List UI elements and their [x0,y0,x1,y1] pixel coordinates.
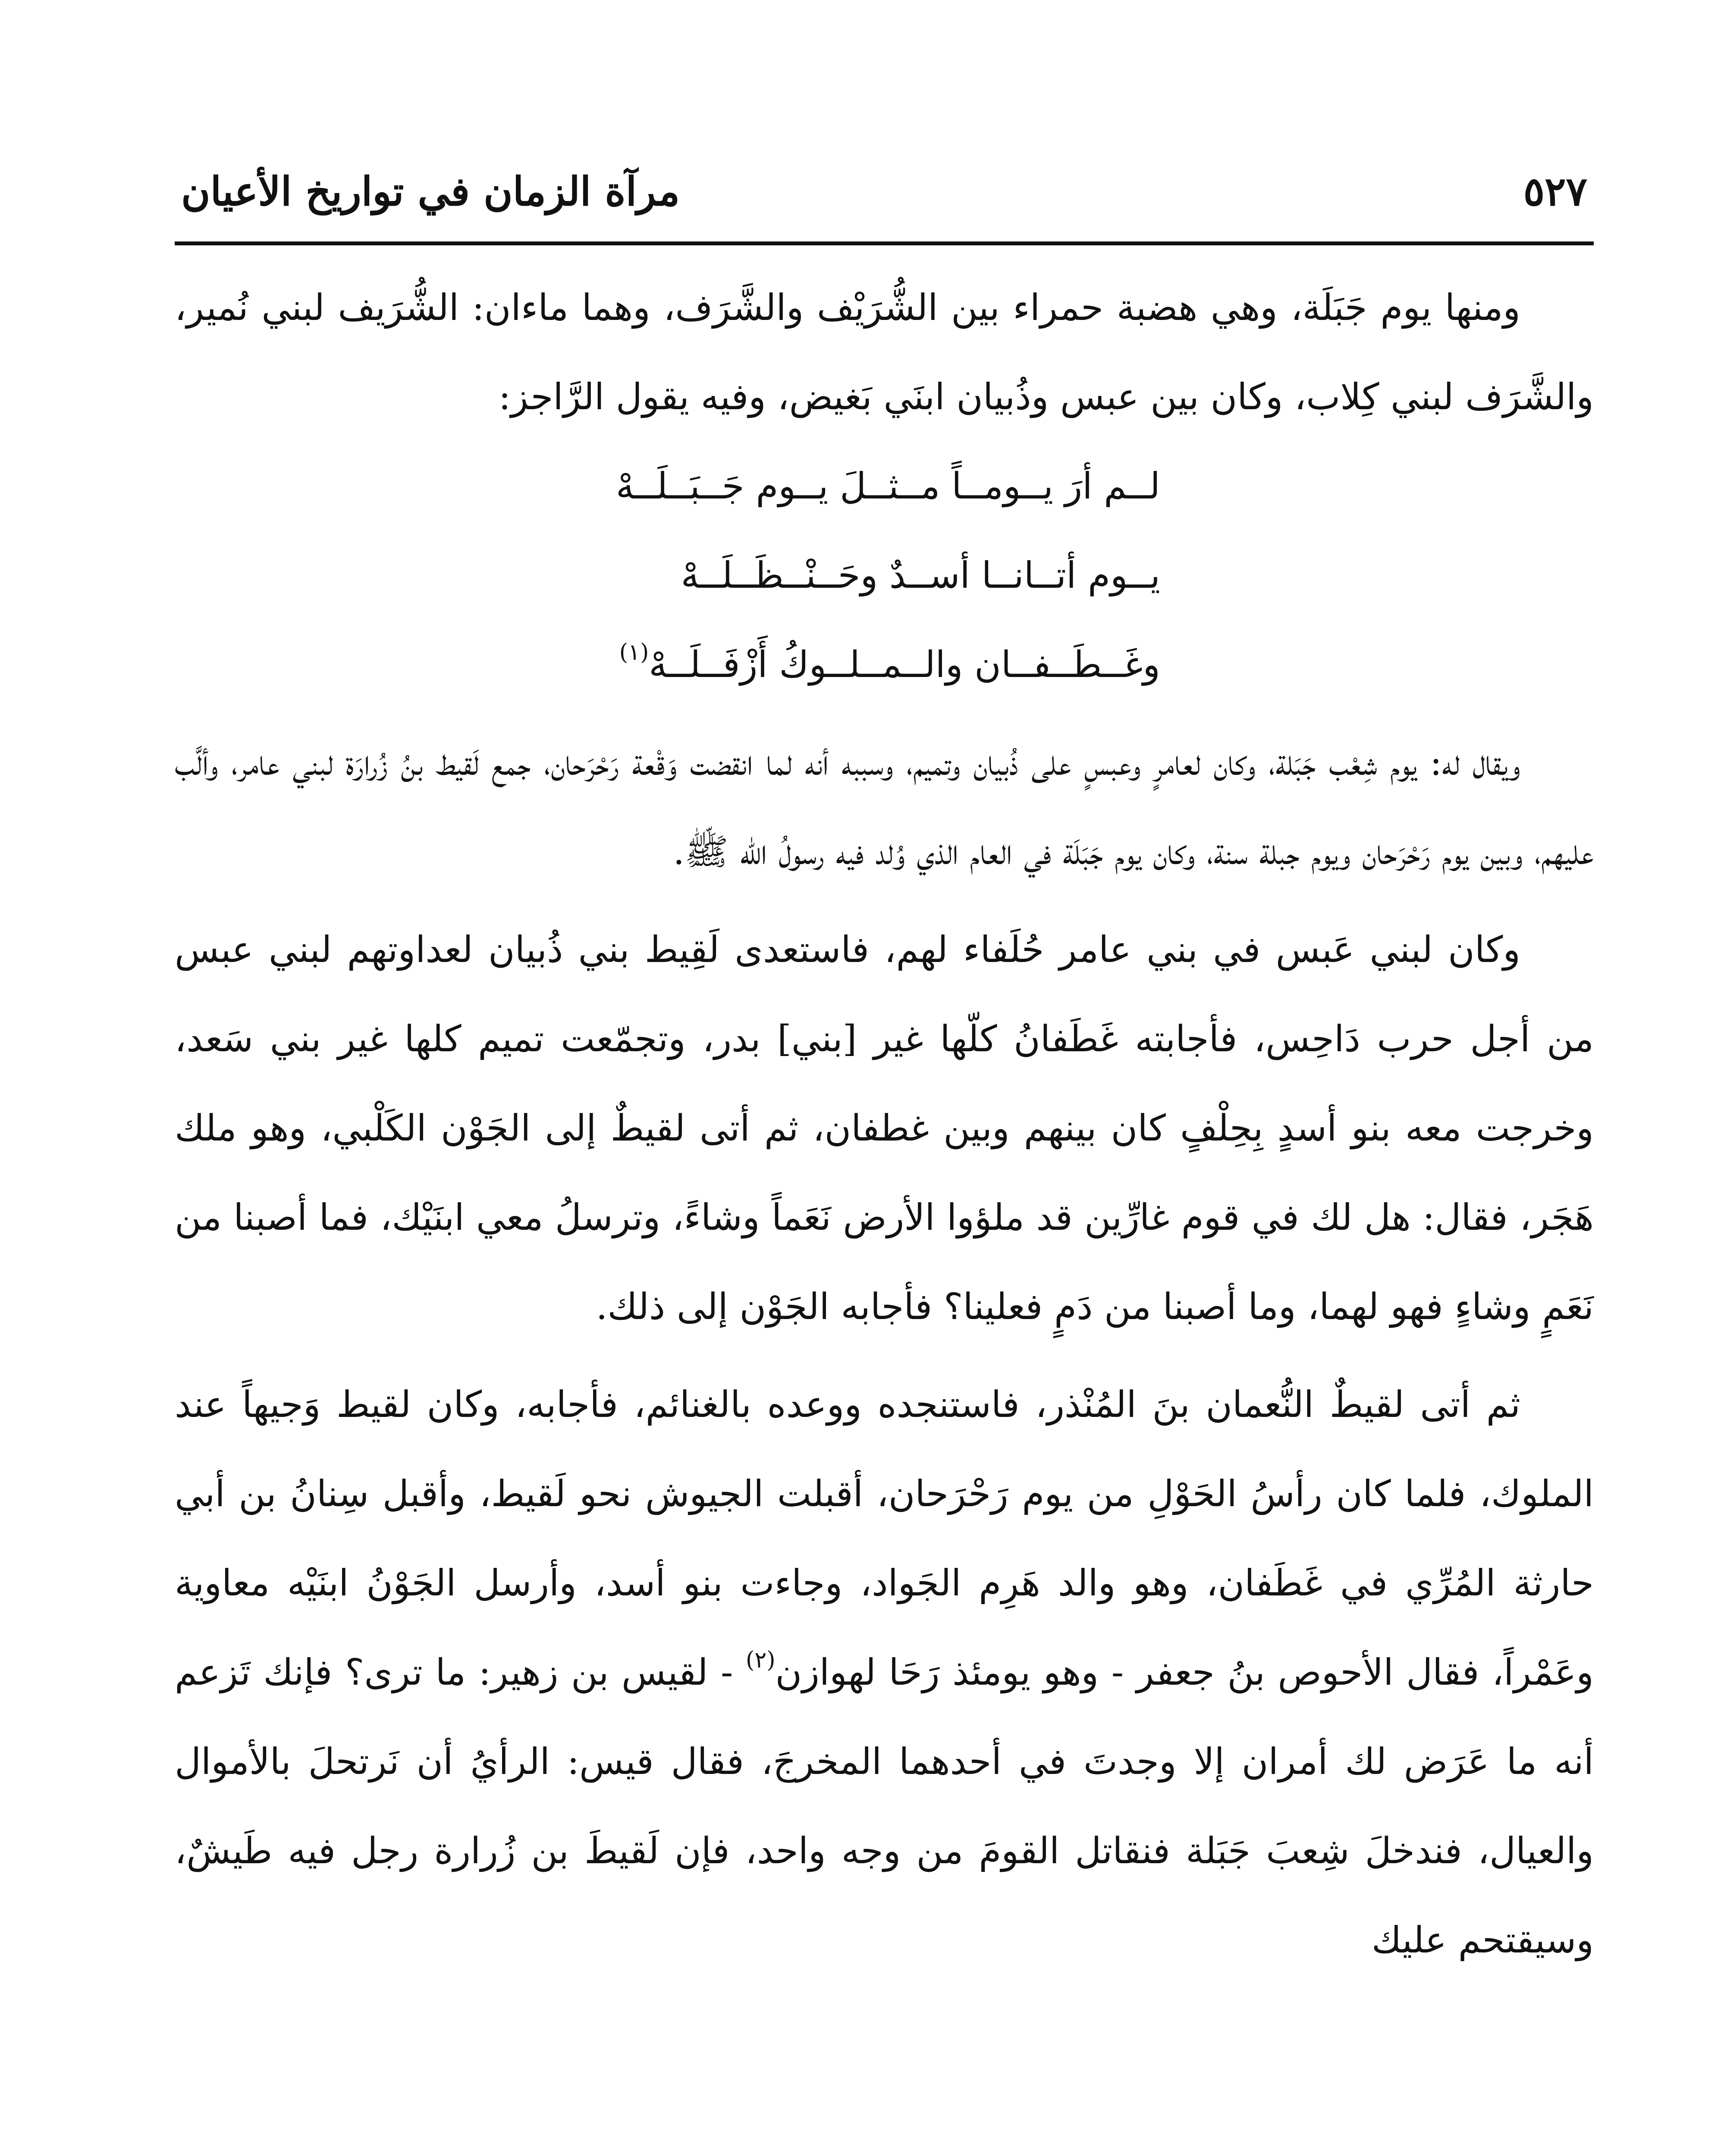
verse-text: لــم أرَ يــومــاً مــثــلَ يــوم جَــبَــلَــهْ [615,465,1160,507]
page-header [181,160,1587,224]
verse-text: وغَــطَــفــان والــمــلــوكُ أَزْفَــلَــهْ [649,643,1160,686]
paragraph-text: - لقيس بن زهير: ما ترى؟ فإنك تَزعم أنه ما عَرَض لك أمران إلا وجدتَ في أحدهما المخرجَ، فقال قيس: الرأيُ أن نَرتحلَ بالأموال والعيال، فندخلَ شِعبَ جَبَلة فنقاتل القومَ من وجه واحد، فإن لَقيطَ بن زُرارة رجل فيه طَيشٌ، وسيقتحم عليك [175,1651,1594,1961]
verse-line-2 [175,531,1594,620]
poem [175,442,1594,709]
page-number: ٥٢٧ [1523,168,1587,215]
verse-text: يــوم أتــانــا أســدٌ وحَــنْــظَــلَــهْ [681,554,1160,596]
verse-line-1 [175,442,1594,531]
header-rule [175,241,1594,245]
paragraph-text: ثم أتى لقيطٌ النُّعمان بنَ المُنْذر، فاستنجده ووعده بالغنائم، فأجابه، وكان لقيط وَجيهاً عند الملوك، فلما كان رأسُ الحَوْلِ من يوم رَحْرَحان، أقبلت الجيوش نحو لَقيط، وأقبل سِنانُ بن أبي حارثة المُرِّي في غَطَفان، وهو والد هَرِم الجَواد، وجاءت بنو أسد، وأرسل الجَوْنُ ابنَيْه معاوية وعَمْراً، فقال الأحوص بنُ جعفر - وهو يومئذ رَحَا لهوازن [175,1383,1594,1693]
footnote-marker: (١) [619,639,649,665]
paragraph-laqit-numan [175,1360,1594,1985]
verse-line-3 [175,620,1594,709]
paragraph-bani-abs: وكان لبني عَبس في بني عامر حُلَفاء لهم، فاستعدى لَقِيط بني ذُبيان لعداوتهم لبني عبس من أجل حرب دَاحِس، فأجابته غَطَفانُ كلّها غير [بني] بدر، وتجمّعت تميم كلها غير بني سَعد، وخرجت معه بنو أسدٍ بِحِلْفٍ كان بينهم وبين غطفان، ثم أتى لقيطٌ إلى الجَوْن الكَلْبي، وهو ملك هَجَر، فقال: هل لك في قوم غارِّين قد ملؤوا الأرض نَعَماً وشاءً، وترسلُ معي ابنَيْك، فما أصبنا من نَعَمٍ وشاءٍ فهو لهما، وما أصبنا من دَمٍ فعلينا؟ فأجابه الجَوْن إلى ذلك. [175,928,1594,1328]
paragraph-shib-jabala: ويقال له: يوم شِعْب جَبَلة، وكان لعامرٍ وعبسٍ على ذُبيان وتميم، وسببه أنه لما انقضت وَقْعة رَحْرَحان، جمع لَقيط بنُ زُرارَة لبني عامر، وألَّب عليهم، وبين يوم رَحْرَحان ويوم جبلة سنة، وكان يوم جَبَلَة في العام الذي وُلد فيه رسولُ الله ﷺ. [175,741,1594,873]
paragraph-jabala-intro: ومنها يوم جَبَلَة، وهي هضبة حمراء بين الشُّرَيْف والشَّرَف، وهما ماءان: الشُّرَيف لبني نُمير، والشَّرَف لبني كِلاب، وكان بين عبس وذُبيان ابنَي بَغيض، وفيه يقول الرَّاجز: [175,286,1594,418]
main-text [175,263,1594,1985]
running-title: مرآة الزمان في تواريخ الأعيان [181,168,680,215]
footnote-marker: (٢) [746,1647,776,1673]
